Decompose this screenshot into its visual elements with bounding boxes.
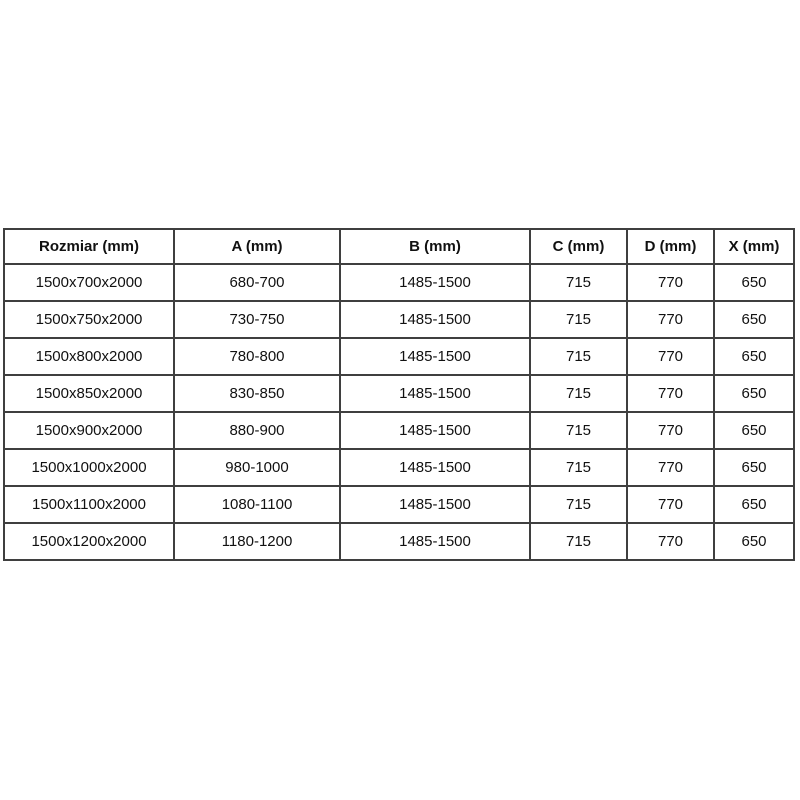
table-cell-c: 715 <box>530 449 627 486</box>
table-cell-d: 770 <box>627 449 714 486</box>
header-row <box>4 229 794 264</box>
header-cell-rozmiar: Rozmiar (mm) <box>4 229 174 264</box>
table-cell-b: 1485-1500 <box>340 375 530 412</box>
table-cell-rozmiar: 1500x850x2000 <box>4 375 174 412</box>
header-cell-b: B (mm) <box>340 229 530 264</box>
table-cell-c: 715 <box>530 412 627 449</box>
table-cell-rozmiar: 1500x900x2000 <box>4 412 174 449</box>
table-cell-b: 1485-1500 <box>340 264 530 301</box>
table-row <box>4 338 794 375</box>
table-cell-c: 715 <box>530 338 627 375</box>
table-cell-c: 715 <box>530 486 627 523</box>
table-row <box>4 412 794 449</box>
table-cell-rozmiar: 1500x800x2000 <box>4 338 174 375</box>
table-row <box>4 375 794 412</box>
table-cell-a: 880-900 <box>174 412 340 449</box>
table-cell-c: 715 <box>530 301 627 338</box>
table-cell-a: 1180-1200 <box>174 523 340 560</box>
table-cell-rozmiar: 1500x700x2000 <box>4 264 174 301</box>
header-cell-c: C (mm) <box>530 229 627 264</box>
table-cell-b: 1485-1500 <box>340 523 530 560</box>
table-cell-rozmiar: 1500x750x2000 <box>4 301 174 338</box>
table-cell-a: 680-700 <box>174 264 340 301</box>
table-cell-b: 1485-1500 <box>340 449 530 486</box>
table-cell-b: 1485-1500 <box>340 412 530 449</box>
table-cell-d: 770 <box>627 412 714 449</box>
table-cell-d: 770 <box>627 486 714 523</box>
table-cell-d: 770 <box>627 338 714 375</box>
table-cell-b: 1485-1500 <box>340 486 530 523</box>
table-cell-d: 770 <box>627 264 714 301</box>
header-cell-d: D (mm) <box>627 229 714 264</box>
table-cell-d: 770 <box>627 523 714 560</box>
table-row <box>4 486 794 523</box>
table-cell-x: 650 <box>714 338 794 375</box>
table-cell-b: 1485-1500 <box>340 301 530 338</box>
header-cell-x: X (mm) <box>714 229 794 264</box>
table-cell-c: 715 <box>530 375 627 412</box>
table-row <box>4 449 794 486</box>
table-cell-a: 730-750 <box>174 301 340 338</box>
table-cell-a: 980-1000 <box>174 449 340 486</box>
table-cell-a: 830-850 <box>174 375 340 412</box>
table-cell-x: 650 <box>714 412 794 449</box>
table-cell-rozmiar: 1500x1000x2000 <box>4 449 174 486</box>
table-cell-d: 770 <box>627 375 714 412</box>
header-cell-a: A (mm) <box>174 229 340 264</box>
dimensions-spec-table <box>3 228 795 561</box>
table-cell-a: 780-800 <box>174 338 340 375</box>
table-cell-x: 650 <box>714 486 794 523</box>
table-row <box>4 301 794 338</box>
table-row <box>4 523 794 560</box>
table-cell-rozmiar: 1500x1100x2000 <box>4 486 174 523</box>
table-cell-b: 1485-1500 <box>340 338 530 375</box>
table-cell-c: 715 <box>530 523 627 560</box>
table-cell-d: 770 <box>627 301 714 338</box>
table-cell-c: 715 <box>530 264 627 301</box>
table-cell-x: 650 <box>714 264 794 301</box>
table-cell-x: 650 <box>714 301 794 338</box>
table-cell-a: 1080-1100 <box>174 486 340 523</box>
table-cell-x: 650 <box>714 449 794 486</box>
table-cell-x: 650 <box>714 523 794 560</box>
table-row <box>4 264 794 301</box>
table-cell-x: 650 <box>714 375 794 412</box>
table-cell-rozmiar: 1500x1200x2000 <box>4 523 174 560</box>
